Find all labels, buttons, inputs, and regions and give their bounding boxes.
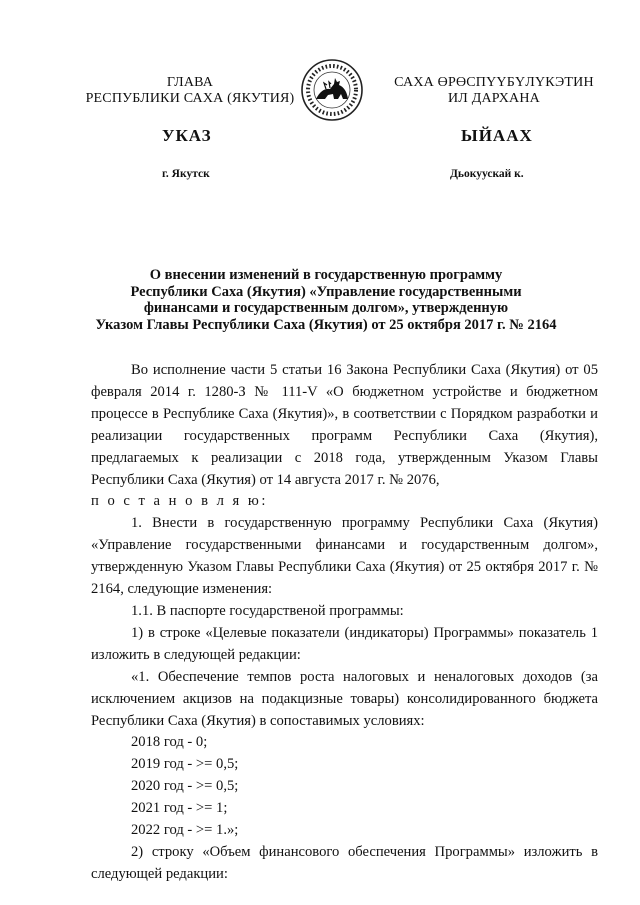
quote-paragraph: «1. Обеспечение темпов роста налоговых и неналоговых доходов (за исключением акцизов на подакцизные товары) консолидированного бюджета Республики Саха (Якутия) в сопоставимых условиях: (91, 668, 598, 729)
year-line: 2019 год - >= 0,5; (131, 756, 239, 773)
year-line: 2018 год - 0; (131, 734, 208, 751)
title-line: Республики Саха (Якутия) «Управление государственными (130, 283, 522, 300)
city-sah: Дьокуускай к. (450, 168, 524, 180)
header-right-line2: ИЛ ДАРХАНА (447, 91, 540, 106)
header-right (386, 75, 602, 107)
document-body (91, 360, 598, 886)
year-line: 2021 год - >= 1; (131, 800, 228, 817)
preamble-paragraph: Во исполнение части 5 статьи 16 Закона Республики Саха (Якутия) от 05 февраля 2014 г. 1280-З № 111-V «О бюджетном устройстве и бюджетном процессе в Республике Саха (Якутия)», в соответствии с Порядком разработки и реализации государственных программ Республики Саха (Якутия), предлагаемых к реализации с 2018 года, утвержденным Указом Главы Республики Саха (Якутия) от 14 августа 2017 г. № 2076, (91, 362, 598, 488)
city-ru: г. Якутск (162, 168, 210, 180)
subitem-1-paragraph: 1) в строке «Целевые показатели (индикаторы) Программы» показатель 1 изложить в следующей редакции: (91, 624, 598, 663)
header-left-line2: РЕСПУБЛИКИ САХА (ЯКУТИЯ) (85, 91, 295, 106)
subitem-2-paragraph: 2) строку «Объем финансового обеспечения Программы» изложить в следующей редакции: (91, 843, 598, 882)
doc-type-ru: УКАЗ (162, 126, 212, 145)
doc-type-sah: ЫЙААХ (461, 126, 533, 145)
title-line: О внесении изменений в государственную программу (149, 267, 503, 283)
year-line: 2022 год - >= 1.»; (131, 822, 239, 839)
item-1-1-paragraph: 1.1. В паспорте государственой программы: (131, 602, 404, 619)
header-left-line1: ГЛАВА (166, 75, 214, 90)
title-line: финансами и государственным долгом», утвержденную (143, 300, 509, 316)
item-1-paragraph: 1. Внести в государственную программу Республики Саха (Якутия) «Управление государственными финансами и государственным долгом», утвержденную Указом Главы Республики Саха (Якутия) от 25 октября 2017 г. № 2164, следующие изменения: (91, 515, 598, 598)
header-left (70, 75, 310, 107)
document-title (60, 267, 592, 333)
year-line: 2020 год - >= 0,5; (131, 778, 239, 795)
coat-of-arms-emblem (300, 58, 364, 122)
decree-word: п о с т а н о в л я ю: (91, 493, 268, 510)
header-right-line1: САХА ӨРӨСПҮҮБҮЛҮКЭТИН (394, 75, 594, 90)
title-line: Указом Главы Республики Саха (Якутия) от 25 октября 2017 г. № 2164 (95, 316, 557, 333)
